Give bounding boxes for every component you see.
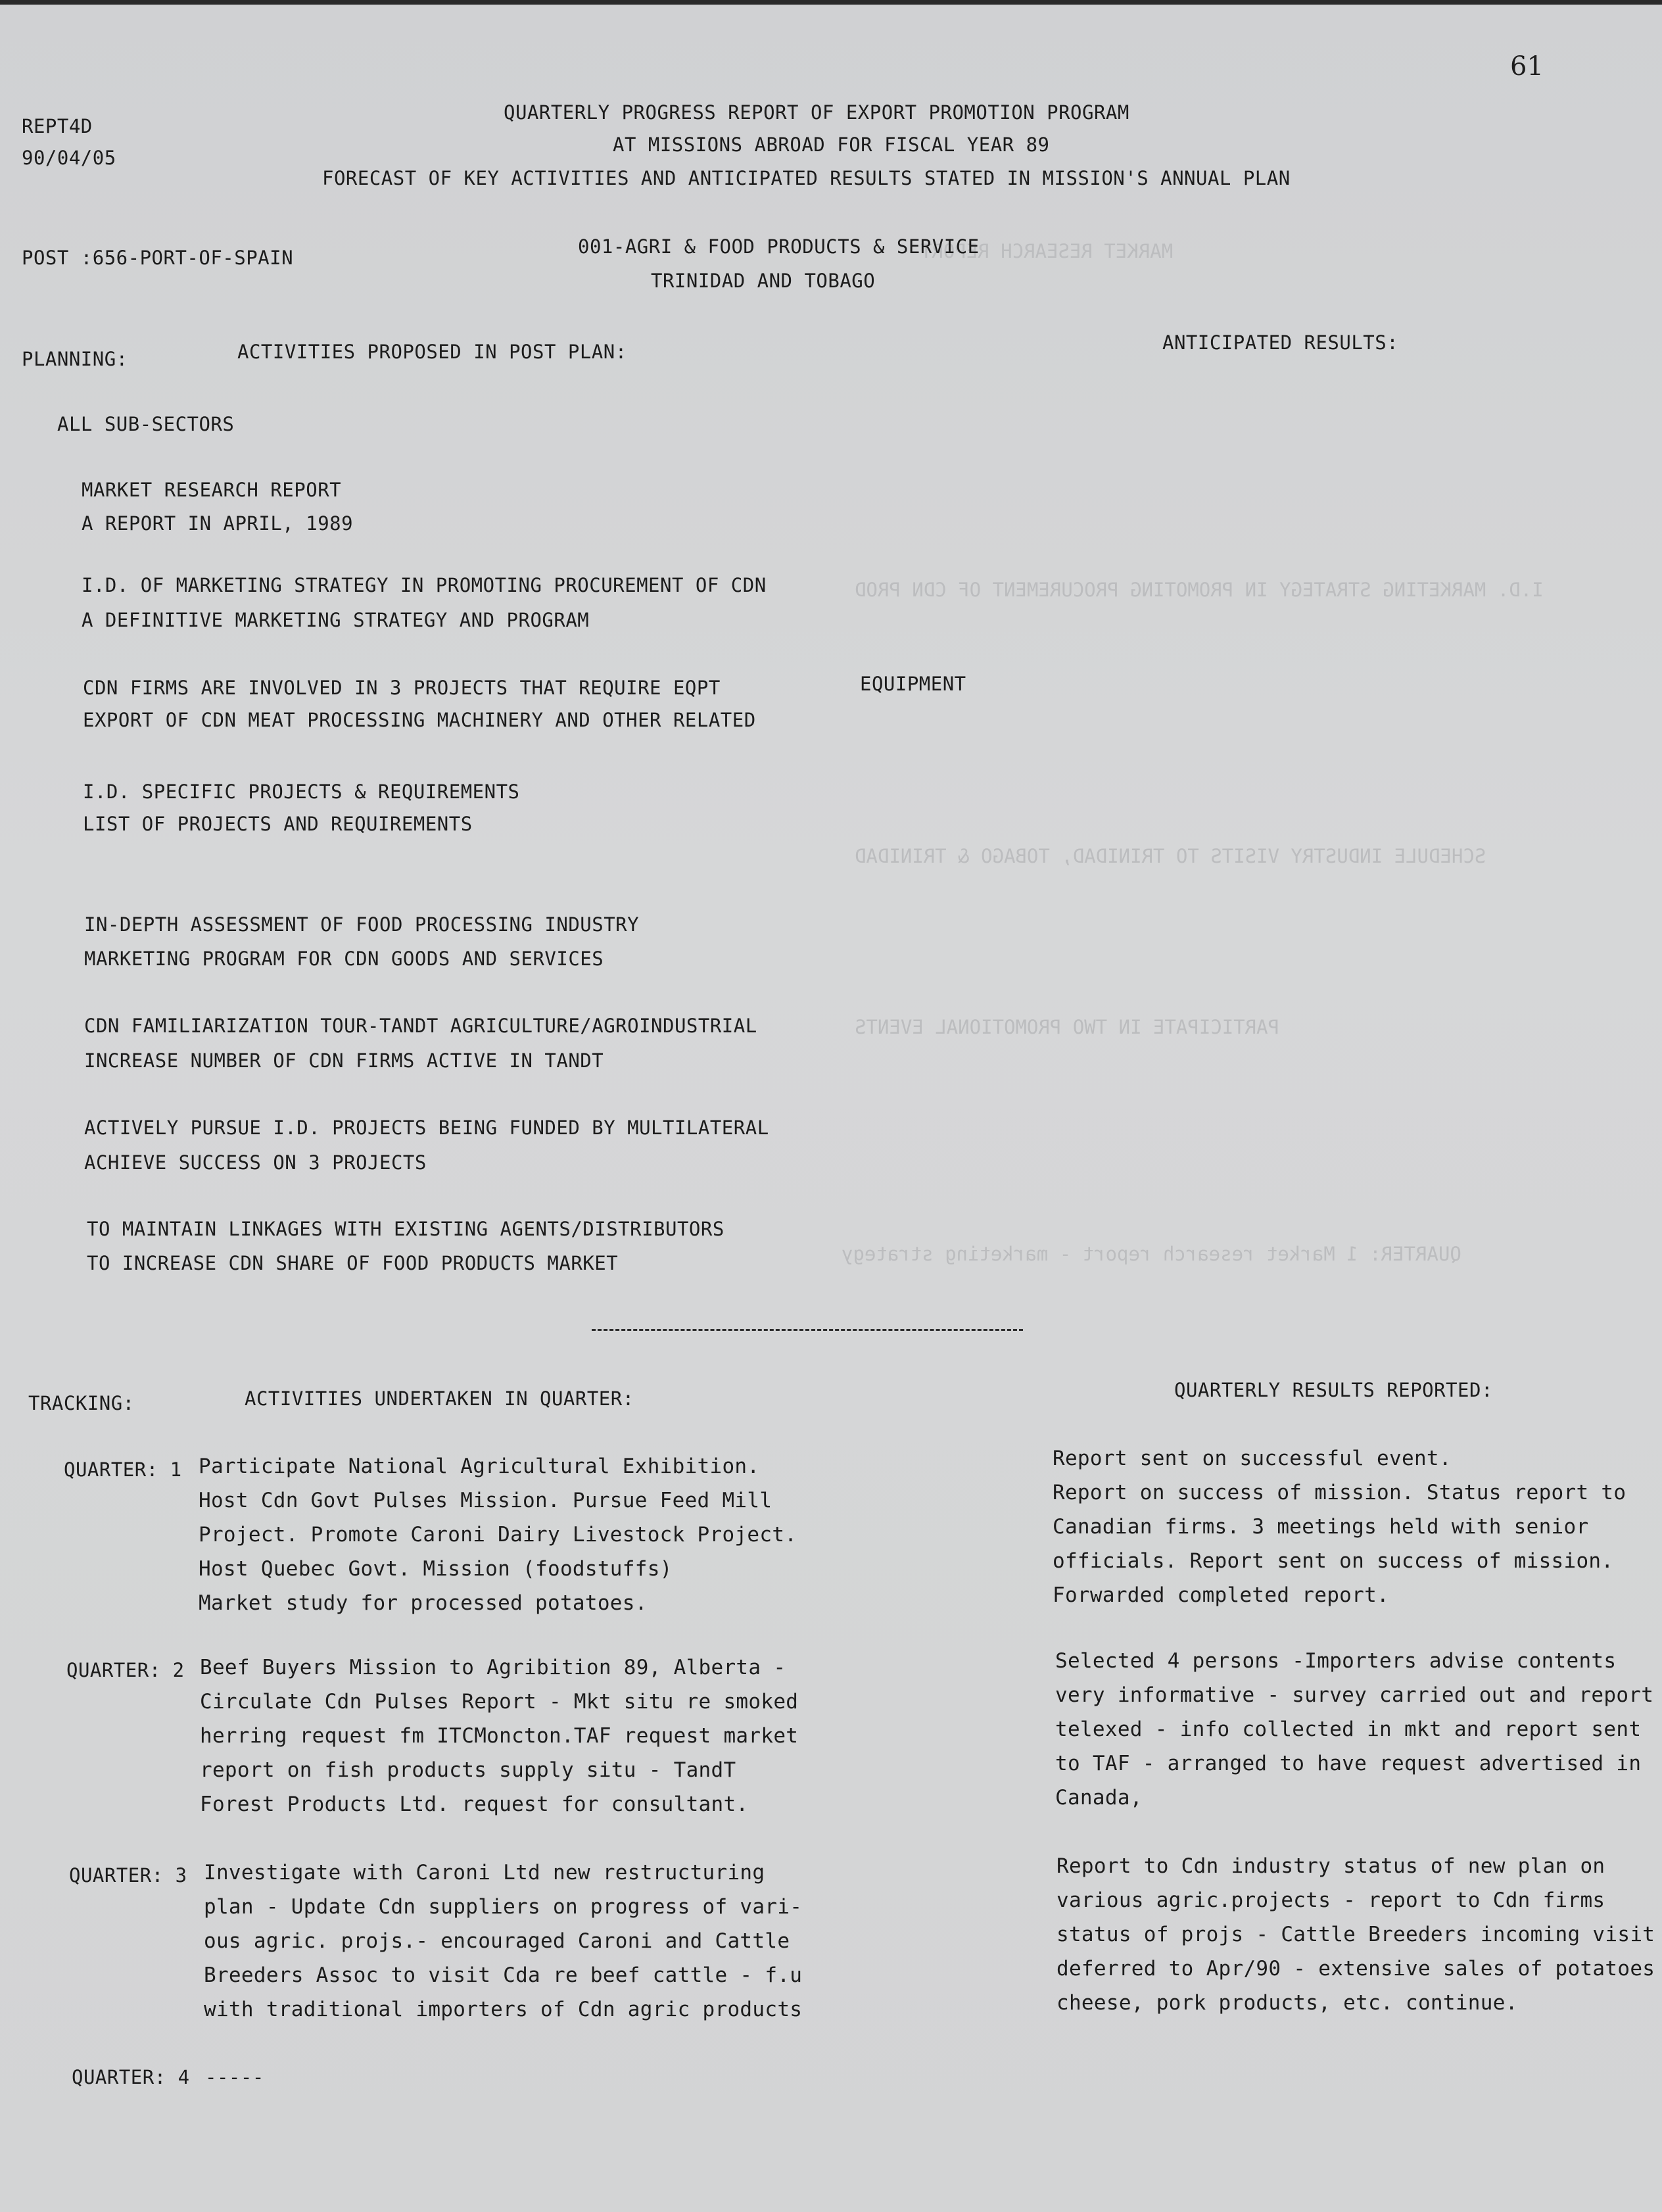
planned-activity-line-2: LIST OF PROJECTS AND REQUIREMENTS xyxy=(83,813,473,835)
quarter-activity-line: plan - Update Cdn suppliers on progress of vari- xyxy=(204,1895,803,1919)
planned-activity-line-2: A REPORT IN APRIL, 1989 xyxy=(82,512,354,535)
planning-results-heading: ANTICIPATED RESULTS: xyxy=(1162,331,1399,354)
quarter-activity-line: ous agric. projs.- encouraged Caroni and Cattle xyxy=(204,1929,790,1953)
quarter-activity-line: report on fish products supply situ - TandT xyxy=(200,1758,736,1782)
bleed-through-text: PARTICIPATE IN TWO PROMOTIONAL EVENTS xyxy=(855,1016,1280,1038)
quarter-activity-line: herring request fm ITCMoncton.TAF request market xyxy=(200,1724,799,1748)
page-number: 61 xyxy=(1510,51,1544,82)
quarter-result-line: officials. Report sent on success of mission. xyxy=(1053,1549,1614,1573)
bleed-through-text: QUARTER: 1 Market research report - marketing strategy xyxy=(842,1243,1461,1265)
post-location: POST :656-PORT-OF-SPAIN xyxy=(22,247,294,269)
planned-activity-line-1: CDN FAMILIARIZATION TOUR-TANDT AGRICULTURE/AGROINDUSTRIAL xyxy=(84,1015,757,1037)
planned-activity-line-1: IN-DEPTH ASSESSMENT OF FOOD PROCESSING INDUSTRY xyxy=(84,913,640,936)
country-name: TRINIDAD AND TOBAGO xyxy=(651,270,876,292)
bleed-through-text: MARKET RESEARCH REPORT xyxy=(920,240,1174,262)
quarter-activity-line: Host Cdn Govt Pulses Mission. Pursue Feed Mill xyxy=(199,1489,772,1512)
planned-activity-line-2: MARKETING PROGRAM FOR CDN GOODS AND SERVICES xyxy=(84,948,604,970)
quarter-activity-line: Project. Promote Caroni Dairy Livestock Project. xyxy=(199,1523,797,1547)
tracking-activities-heading: ACTIVITIES UNDERTAKEN IN QUARTER: xyxy=(245,1387,634,1410)
report-date: 90/04/05 xyxy=(22,147,116,169)
quarter-activity-line: Market study for processed potatoes. xyxy=(199,1591,648,1615)
quarter-result-line: to TAF - arranged to have request advertised in xyxy=(1055,1752,1642,1775)
planning-activities-heading: ACTIVITIES PROPOSED IN POST PLAN: xyxy=(237,341,627,363)
report-title-line-2: AT MISSIONS ABROAD FOR FISCAL YEAR 89 xyxy=(613,133,1050,156)
planned-activity-line-1: TO MAINTAIN LINKAGES WITH EXISTING AGENTS/DISTRIBUTORS xyxy=(87,1218,724,1240)
subsector-heading: ALL SUB-SECTORS xyxy=(57,413,235,435)
tracking-label: TRACKING: xyxy=(28,1392,135,1414)
report-title-line-3: FORECAST OF KEY ACTIVITIES AND ANTICIPATED RESULTS STATED IN MISSION'S ANNUAL PLAN xyxy=(322,167,1291,189)
quarter-result-line: telexed - info collected in mkt and report sent xyxy=(1055,1718,1642,1741)
quarter-activity-line: Breeders Assoc to visit Cda re beef cattle - f.u xyxy=(204,1963,803,1987)
quarter-activity-line: Host Quebec Govt. Mission (foodstuffs) xyxy=(199,1557,673,1581)
quarter-result-line: Report sent on successful event. xyxy=(1053,1447,1452,1470)
sector-name: 001-AGRI & FOOD PRODUCTS & SERVICE xyxy=(578,235,980,258)
planned-activity-line-1: MARKET RESEARCH REPORT xyxy=(82,479,342,501)
planned-activity-line-2: A DEFINITIVE MARKETING STRATEGY AND PROGRAM xyxy=(82,609,590,631)
quarter-result-line: Selected 4 persons -Importers advise contents xyxy=(1055,1649,1617,1673)
quarter-label: QUARTER: 2 xyxy=(66,1659,185,1681)
planning-label: PLANNING: xyxy=(22,348,128,370)
bleed-through-text: SCHEDULE INDUSTRY VISITS TO TRINIDAD, TOBAGO & TRINIDAD xyxy=(855,845,1486,867)
tracking-results-heading: QUARTERLY RESULTS REPORTED: xyxy=(1174,1379,1493,1401)
quarter-label: QUARTER: 4 xyxy=(72,2066,190,2088)
quarter-result-line: very informative - survey carried out and report xyxy=(1055,1683,1654,1707)
quarter-activity-line: Circulate Cdn Pulses Report - Mkt situ re smoked xyxy=(200,1690,799,1714)
planned-activity-line-1: CDN FIRMS ARE INVOLVED IN 3 PROJECTS THAT REQUIRE EQPT xyxy=(83,677,721,699)
report-title-line-1: QUARTERLY PROGRESS REPORT OF EXPORT PROMOTION PROGRAM xyxy=(504,101,1129,124)
quarter-result-line: Canada, xyxy=(1055,1786,1143,1810)
quarter-activity-line: with traditional importers of Cdn agric products xyxy=(204,1998,803,2021)
bleed-through-text: I.D. MARKETING STRATEGY IN PROMOTING PROCUREMENT OF CDN PROD xyxy=(855,579,1544,601)
quarter-result-line: Report on success of mission. Status report to xyxy=(1053,1481,1626,1504)
quarter-activity-line: Investigate with Caroni Ltd new restructuring xyxy=(204,1861,765,1885)
report-id: REPT4D xyxy=(22,115,93,137)
quarter-activity-line: Participate National Agricultural Exhibition. xyxy=(199,1455,760,1478)
scan-top-edge xyxy=(0,0,1662,5)
quarter-result-line: Forwarded completed report. xyxy=(1053,1583,1390,1607)
planned-activity-line-1: ACTIVELY PURSUE I.D. PROJECTS BEING FUNDED BY MULTILATERAL xyxy=(84,1117,769,1139)
planned-activity-line-2: EXPORT OF CDN MEAT PROCESSING MACHINERY AND OTHER RELATED xyxy=(83,709,756,731)
section-divider xyxy=(592,1329,1023,1331)
quarter-activity-line: Forest Products Ltd. request for consultant. xyxy=(200,1792,749,1816)
quarter-result-line: deferred to Apr/90 - extensive sales of potatoes xyxy=(1057,1957,1655,1981)
planned-activity-line-1: I.D. SPECIFIC PROJECTS & REQUIREMENTS xyxy=(83,781,520,803)
quarter-result-line: Canadian firms. 3 meetings held with senior xyxy=(1053,1515,1589,1539)
quarter-result-line: Report to Cdn industry status of new plan on xyxy=(1057,1854,1605,1878)
quarter-result-line: status of projs - Cattle Breeders incoming visit xyxy=(1057,1923,1655,1946)
quarter-label: QUARTER: 1 xyxy=(64,1458,182,1481)
planned-activity-line-1: I.D. OF MARKETING STRATEGY IN PROMOTING PROCUREMENT OF CDN xyxy=(82,574,767,596)
planned-activity-line-2: INCREASE NUMBER OF CDN FIRMS ACTIVE IN TANDT xyxy=(84,1049,604,1072)
quarter-activity-line: Beef Buyers Mission to Agribition 89, Alberta - xyxy=(200,1656,786,1679)
planned-activity-line-2: ACHIEVE SUCCESS ON 3 PROJECTS xyxy=(84,1151,427,1174)
quarter-label: QUARTER: 3 xyxy=(69,1864,187,1887)
quarter-result-line: various agric.projects - report to Cdn firms xyxy=(1057,1888,1605,1912)
quarter-activity-line: ----- xyxy=(205,2066,264,2088)
quarter-result-line: cheese, pork products, etc. continue. xyxy=(1057,1991,1518,2015)
anticipated-result: EQUIPMENT xyxy=(860,673,966,695)
planned-activity-line-2: TO INCREASE CDN SHARE OF FOOD PRODUCTS MARKET xyxy=(87,1252,619,1274)
